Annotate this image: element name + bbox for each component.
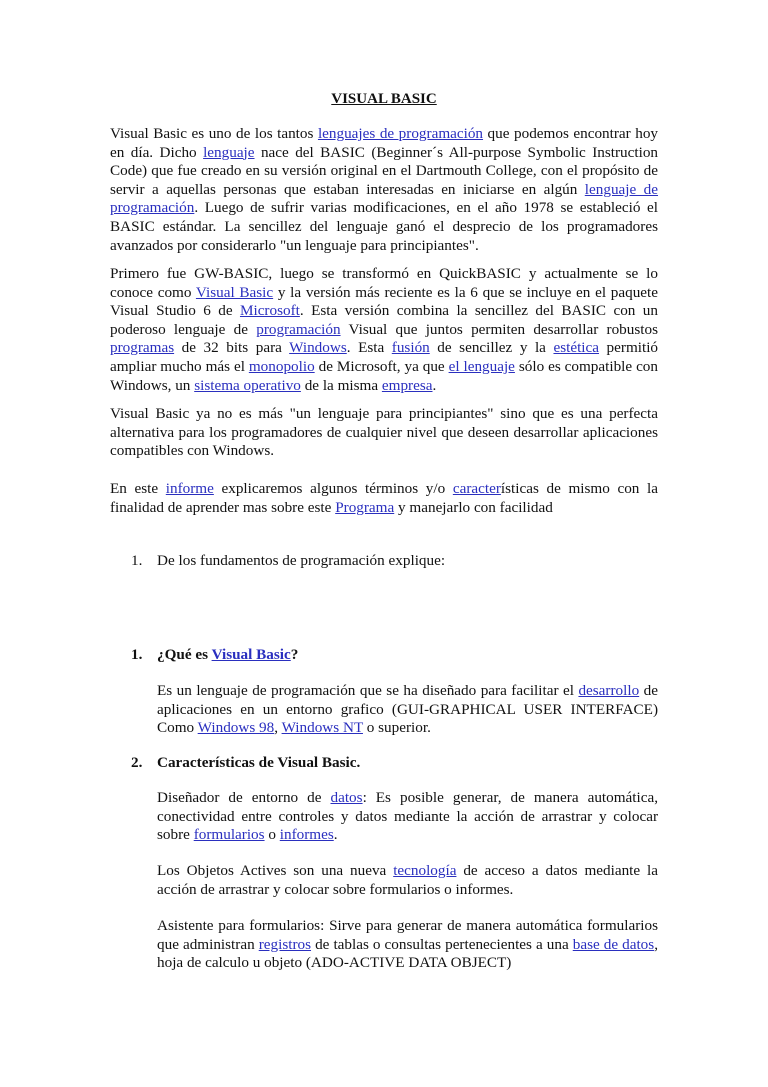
- text-segment: permitió ampliar mucho más el: [110, 339, 659, 375]
- link[interactable]: lenguaje: [203, 143, 255, 161]
- text-segment: o superior.: [362, 719, 431, 737]
- link[interactable]: tecnología: [393, 862, 457, 879]
- text-segment: de la misma: [300, 376, 382, 394]
- paragraph-history: [110, 265, 658, 395]
- text-segment: Visual Basic ya no es más "un lenguaje para principiantes" sino que es una perfecta alternativa para los programadores de cualquier nivel que deseen desarrollar aplicaciones compatibles con Windows.: [110, 405, 658, 460]
- link[interactable]: Windows NT: [281, 719, 363, 737]
- text-segment: Visual Basic es uno de los tantos: [110, 125, 318, 142]
- text-segment: sólo es compatible con Windows, un: [110, 357, 658, 394]
- text-segment: . Esta versión combina la sencillez del BASIC con un poderoso lenguaje de: [110, 302, 658, 338]
- link[interactable]: informe: [165, 480, 214, 497]
- paragraph-objetos: [157, 862, 658, 899]
- link[interactable]: registros: [258, 935, 312, 953]
- link[interactable]: formularios: [193, 826, 265, 844]
- link[interactable]: Windows 98: [197, 719, 275, 737]
- text-segment: nace del BASIC (Beginner´s All-purpose Symbolic Instruction Code) que fue creado en su versión original en el Dartmouth College, con el propósito de servir a aquellas personas que estaban interesadas en iniciarse en algún: [110, 143, 659, 198]
- link[interactable]: lenguaje de programación: [110, 180, 659, 217]
- text-segment: de acceso a datos mediante la acción de arrastrar y colocar sobre formularios o informes.: [157, 862, 658, 898]
- link[interactable]: Windows: [289, 339, 347, 357]
- link[interactable]: estética: [553, 339, 600, 357]
- link[interactable]: desarrollo: [578, 682, 640, 699]
- heading-text: ¿Qué es: [157, 646, 212, 663]
- text-segment: . Esta: [346, 339, 392, 357]
- text-segment: de tablas o consultas pertenecientes a una: [311, 935, 573, 953]
- text-segment: . Luego de sufrir varias modificaciones, en el año 1978 se estableció el BASIC estándar. La sencillez del lenguaje ganó el desprecio de los programadores avanzados por considerarlo "un lenguaje para principiantes".: [110, 199, 658, 254]
- link[interactable]: base de datos: [572, 935, 655, 953]
- link[interactable]: informes: [279, 826, 334, 844]
- text-segment: .: [333, 826, 338, 844]
- link[interactable]: Microsoft: [239, 302, 300, 320]
- text-segment: de Microsoft, ya que: [314, 357, 449, 375]
- link[interactable]: sistema operativo: [194, 376, 301, 394]
- text-segment: .: [432, 376, 437, 394]
- paragraph-intro: [110, 125, 658, 255]
- text-segment: que podemos encontrar hoy en día. Dicho: [110, 125, 659, 161]
- list-item-fundamentos: De los fundamentos de programación explique:: [157, 552, 446, 569]
- list-number: 2.: [131, 754, 143, 771]
- text-segment: Asistente para formularios: Sirve para generar de manera automática formularios que administran: [157, 917, 658, 953]
- list-number: 1.: [131, 552, 143, 569]
- text-segment: ,: [274, 719, 282, 737]
- text-segment: , hoja de calculo u objeto (ADO-ACTIVE DATA OBJECT): [157, 935, 658, 972]
- document-title: VISUAL BASIC: [331, 91, 437, 107]
- link[interactable]: Visual Basic: [211, 646, 291, 663]
- text-segment: Los Objetos Actives son una nueva: [157, 862, 394, 879]
- heading-caracteristicas: Características de Visual Basic.: [157, 754, 361, 771]
- text-segment: y la versión más reciente es la 6 que se incluye en el paquete Visual Studio 6 de: [110, 283, 658, 320]
- heading-que-es: [157, 646, 298, 665]
- link[interactable]: datos: [330, 789, 363, 806]
- link[interactable]: el lenguaje: [448, 357, 515, 375]
- text-segment: y manejarlo con facilidad: [394, 498, 553, 516]
- link[interactable]: caracter: [452, 480, 501, 497]
- link[interactable]: Programa: [335, 498, 395, 516]
- paragraph-asistente: [157, 917, 658, 973]
- paragraph-alternative: [110, 405, 658, 461]
- link[interactable]: lenguajes de programación: [317, 125, 484, 142]
- text-segment: Primero fue GW-BASIC, luego se transformó en QuickBASIC y actualmente se lo conoce como: [110, 265, 658, 301]
- text-segment: de aplicaciones en un entorno grafico (GUI-GRAPHICAL USER INTERFACE) Como: [157, 682, 658, 737]
- paragraph-report: [110, 480, 658, 517]
- link[interactable]: programas: [110, 339, 175, 357]
- text-segment: explicaremos algunos términos y/o: [213, 480, 453, 497]
- link[interactable]: Visual Basic: [195, 283, 274, 301]
- text-segment: ísticas de mismo con la finalidad de aprender mas sobre este: [110, 480, 658, 516]
- link[interactable]: empresa: [381, 376, 433, 394]
- paragraph-disenador: [157, 789, 658, 845]
- text-segment: Diseñador de entorno de: [157, 789, 331, 806]
- text-segment: : Es posible generar, de manera automática, conectividad entre controles y datos mediante la acción de arrastrar y colocar sobre: [157, 789, 659, 844]
- link[interactable]: fusión: [391, 339, 430, 357]
- paragraph-definition: [157, 682, 658, 738]
- link[interactable]: programación: [256, 320, 341, 338]
- link[interactable]: monopolio: [248, 357, 315, 375]
- list-number: 1.: [131, 646, 143, 663]
- text-segment: Visual que juntos permiten desarrollar robustos: [340, 320, 658, 338]
- text-segment: En este: [110, 480, 166, 497]
- text-segment: de sencillez y la: [429, 339, 554, 357]
- text-segment: Es un lenguaje de programación que se ha diseñado para facilitar el: [157, 682, 579, 699]
- text-segment: o: [264, 826, 280, 844]
- heading-text: ?: [290, 646, 299, 663]
- text-segment: de 32 bits para: [174, 339, 290, 357]
